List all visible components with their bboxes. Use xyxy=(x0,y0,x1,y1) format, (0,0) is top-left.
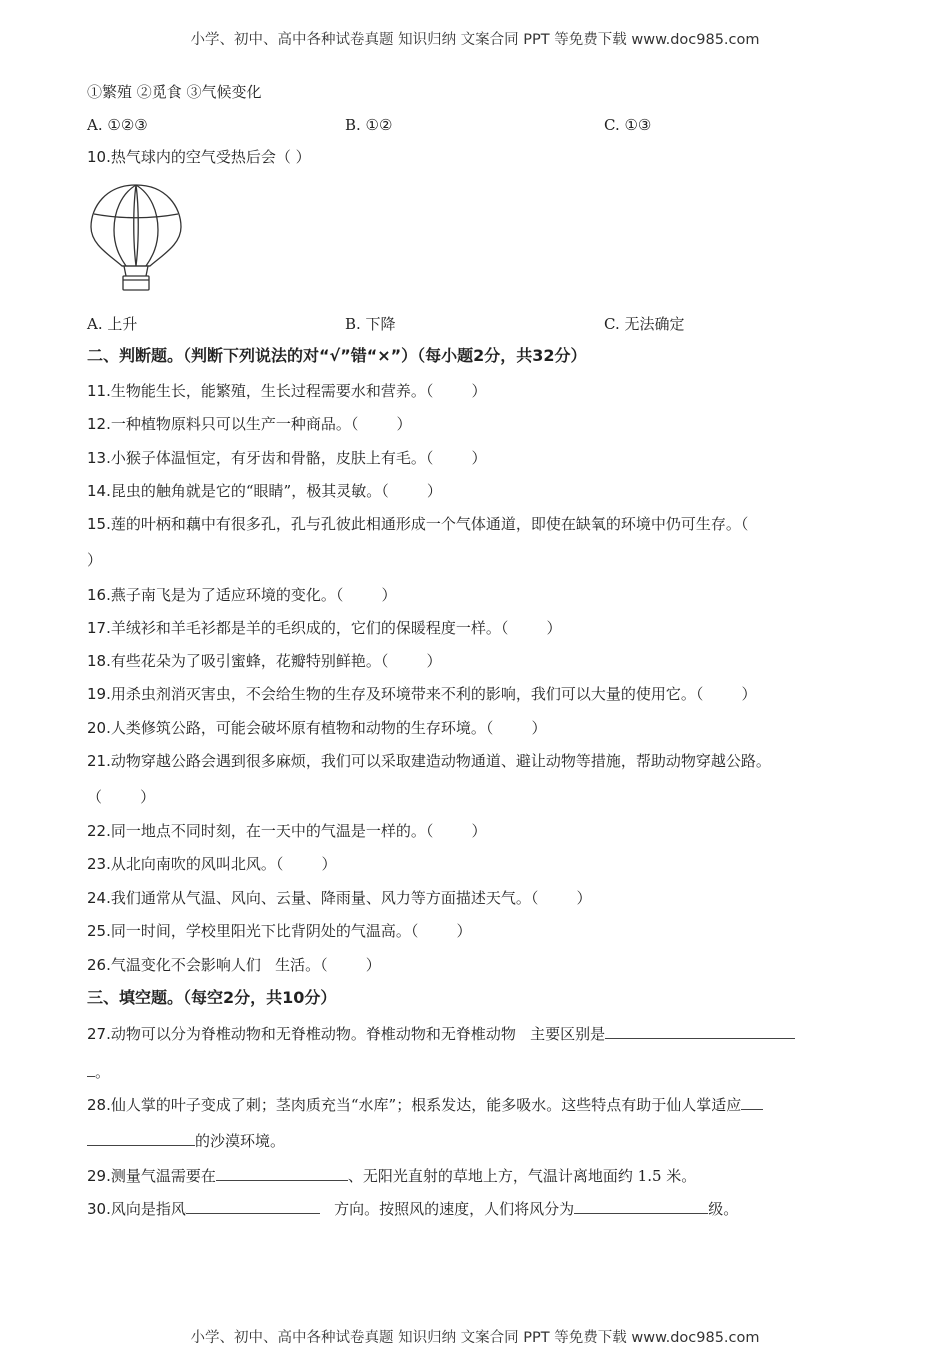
judge-item: 14.昆虫的触角就是它的“眼睛”，极其灵敏。（ ） xyxy=(87,482,442,500)
fill-q28: 28.仙人掌的叶子变成了刺；茎肉质充当“水库”；根系发达，能多吸水。这些特点有助于仙人掌适应 xyxy=(87,1094,763,1115)
section-3-title: 三、填空题。（每空2分，共10分） xyxy=(87,988,337,1007)
judge-item-cont: （ ） xyxy=(87,788,156,806)
judge-item: 11.生物能生长，能繁殖，生长过程需要水和营养。（ ） xyxy=(87,382,487,400)
answer-blank[interactable] xyxy=(741,1094,763,1110)
section-2-title: 二、判断题。（判断下列说法的对“√”错“×”）（每小题2分，共32分） xyxy=(87,346,587,365)
q9-option-b[interactable]: B. ①② xyxy=(345,116,393,134)
page-header: 小学、初中、高中各种试卷真题 知识归纳 文案合同 PPT 等免费下载 www.doc985.com xyxy=(190,32,760,48)
judge-item: 13.小猴子体温恒定，有牙齿和骨骼，皮肤上有毛。（ ） xyxy=(87,449,487,467)
judge-item: 25.同一时间，学校里阳光下比背阴处的气温高。（ ） xyxy=(87,922,472,940)
answer-blank[interactable] xyxy=(605,1023,795,1039)
judge-item: 21.动物穿越公路会遇到很多麻烦，我们可以采取建造动物通道、避让动物等措施，帮助动物穿越公路。 xyxy=(87,752,771,770)
answer-blank[interactable] xyxy=(87,1061,95,1077)
fill-q27-cont: 。 xyxy=(87,1061,110,1082)
q10-text: 热气球内的空气受热后会（ ） xyxy=(110,148,311,166)
judge-item: 16.燕子南飞是为了适应环境的变化。（ ） xyxy=(87,586,397,604)
answer-blank[interactable] xyxy=(87,1130,195,1146)
judge-item: 19.用杀虫剂消灭害虫，不会给生物的生存及环境带来不利的影响，我们可以大量的使用它。（ ） xyxy=(87,685,757,703)
judge-item: 22.同一地点不同时刻，在一天中的气温是一样的。（ ） xyxy=(87,822,487,840)
q10-number: 10. xyxy=(87,148,111,166)
judge-item: 12.一种植物原料只可以生产一种商品。（ ） xyxy=(87,415,412,433)
fill-q29: 29.测量气温需要在 、无阳光直射的草地上方，气温计离地面约 1.5 米。 xyxy=(87,1167,697,1185)
judge-item: 15.莲的叶柄和藕中有很多孔，孔与孔彼此相通形成一个气体通道，即使在缺氧的环境中仍可生存。（ xyxy=(87,515,749,533)
q10-option-c[interactable]: C. 无法确定 xyxy=(604,315,685,333)
fill-q28-cont: 的沙漠环境。 xyxy=(87,1130,285,1151)
answer-blank[interactable] xyxy=(574,1198,708,1214)
judge-item: 17.羊绒衫和羊毛衫都是羊的毛织成的，它们的保暖程度一样。（ ） xyxy=(87,619,562,637)
judge-item: 26.气温变化不会影响人们 生活。（ ） xyxy=(87,956,381,974)
hot-air-balloon-image xyxy=(86,182,186,297)
answer-blank[interactable] xyxy=(186,1198,320,1214)
answer-blank[interactable] xyxy=(216,1165,348,1181)
judge-item: 23.从北向南吹的风叫北风。（ ） xyxy=(87,855,337,873)
q9-option-c[interactable]: C. ①③ xyxy=(604,116,652,134)
q9-option-a[interactable]: A. ①②③ xyxy=(87,116,148,134)
judge-item: 24.我们通常从气温、风向、云量、降雨量、风力等方面描述天气。（ ） xyxy=(87,889,592,907)
judge-item-cont: ） xyxy=(87,551,103,569)
judge-item: 18.有些花朵为了吸引蜜蜂，花瓣特别鲜艳。（ ） xyxy=(87,652,442,670)
q9-items: ①繁殖 ②觅食 ③气候变化 xyxy=(87,83,262,101)
fill-q27: 27.动物可以分为脊椎动物和无脊椎动物。脊椎动物和无脊椎动物 主要区别是 xyxy=(87,1023,795,1044)
page-footer: 小学、初中、高中各种试卷真题 知识归纳 文案合同 PPT 等免费下载 www.doc985.com xyxy=(190,1330,760,1346)
q10-option-b[interactable]: B. 下降 xyxy=(345,315,396,333)
q10-stem xyxy=(87,147,311,167)
judge-item: 20.人类修筑公路，可能会破坏原有植物和动物的生存环境。（ ） xyxy=(87,719,547,737)
fill-q30: 30.风向是指风 方向。按照风的速度，人们将风分为 级。 xyxy=(87,1200,739,1218)
q10-option-a[interactable]: A. 上升 xyxy=(87,315,138,333)
